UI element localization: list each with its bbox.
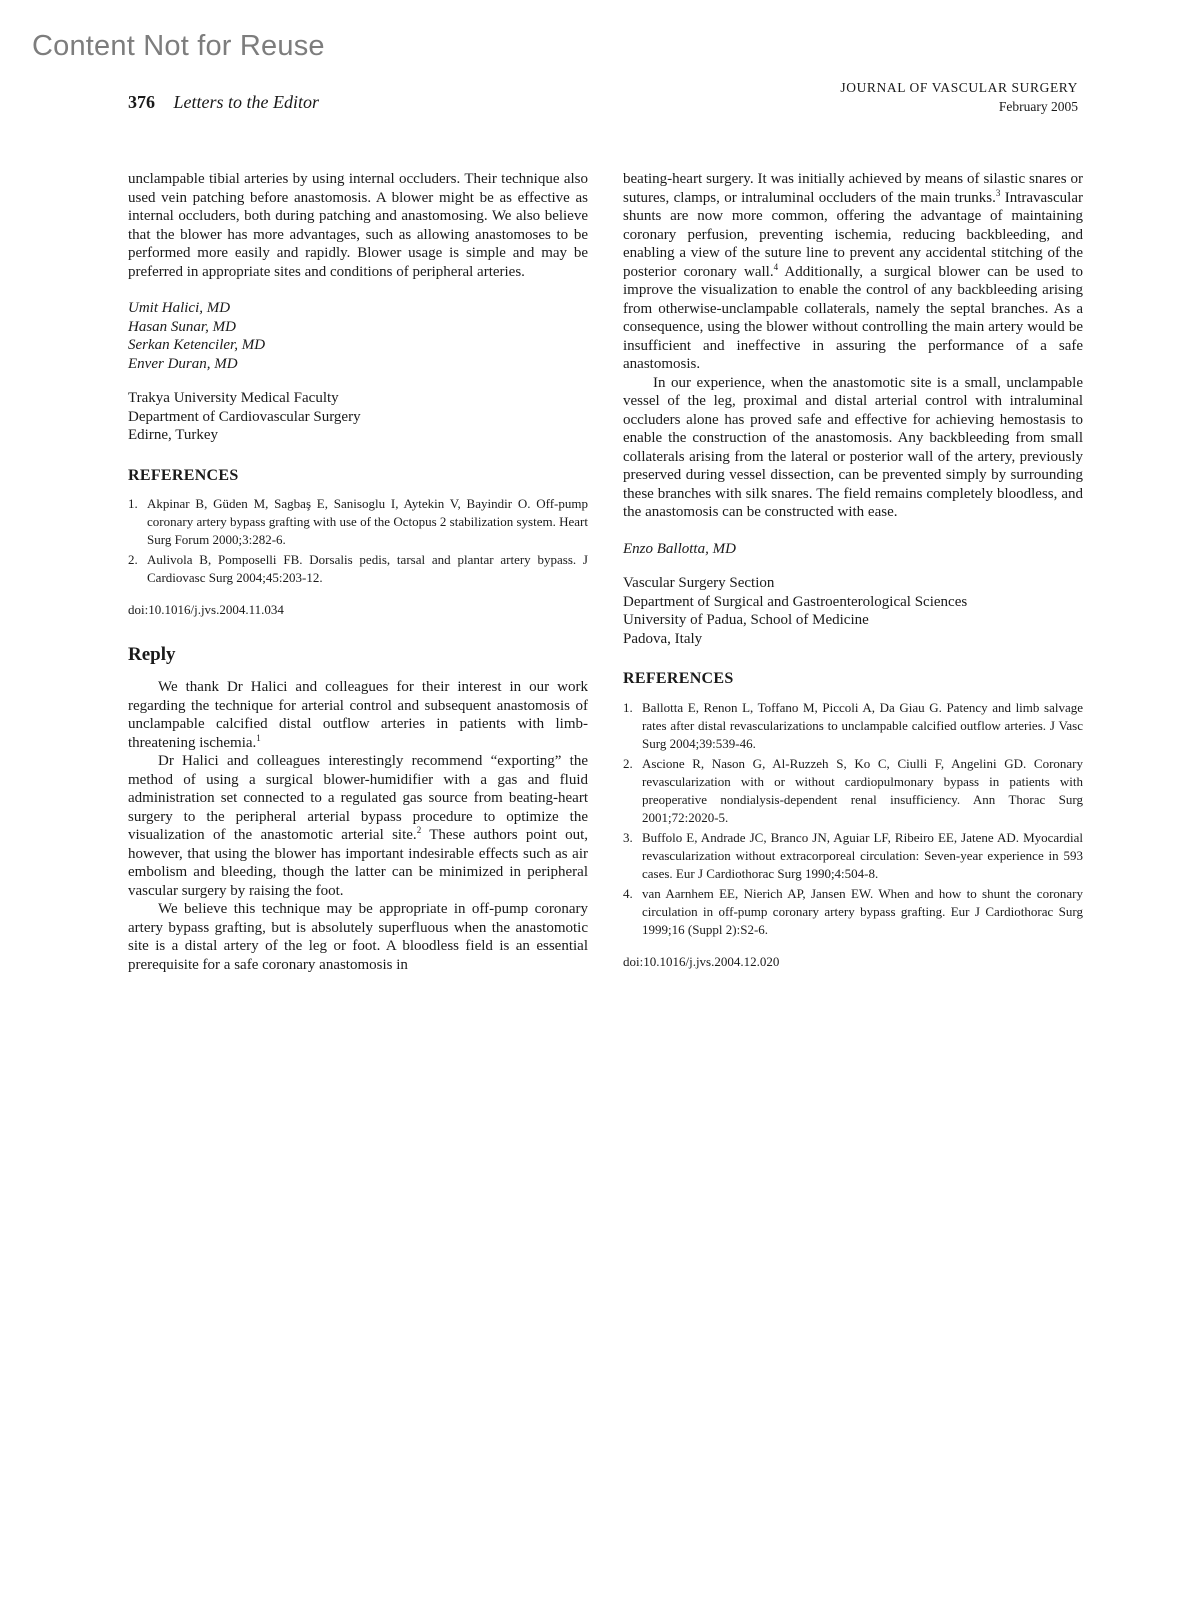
page-number: 376	[128, 92, 155, 112]
doi: doi:10.1016/j.jvs.2004.12.020	[623, 953, 780, 969]
paragraph-text: Additionally, a surgical blower can be used to improve the visualization to enable the control of any backbleeding arising from otherwise-unclampable collaterals, namely the septal branches. As a consequence, using the blower without controlling the main artery would be insufficient and ineffective in assuring the performance of a safe anastomosis.	[623, 263, 1083, 372]
citation-superscript: 3	[995, 187, 1001, 198]
reply-paragraph: In our experience, when the anastomotic site is a small, unclampable vessel of the leg, proximal and distal arterial control with intraluminal occluders alone has proved safe and effective for achieving hemostasis to enable the construction of the anastomosis. Any backbleeding from small collaterals arising from the lateral or posterior wall of the artery, previously preserved during vessel dissection, can be prevented simply by surrounding these branches with silk snares. The field remains completely bloodless, and the anastomosis can be constructed with ease.	[623, 374, 1083, 520]
reference-number: 4.	[623, 885, 633, 901]
references-heading: REFERENCES	[623, 670, 734, 687]
author-name: Hasan Sunar, MD	[128, 318, 236, 335]
affiliation-line: Department of Surgical and Gastroenterological Sciences	[623, 593, 968, 610]
affiliation-line: Padova, Italy	[623, 630, 703, 647]
issue-date: February 2005	[998, 99, 1078, 114]
paragraph-text: Intravascular shunts are now more common, offering the advantage of maintaining coronary perfusion, preventing ischemia, reducing backbleeding, and enabling a view of the suture line to prevent any accidental stitching of the posterior coronary wall.	[623, 189, 1083, 280]
running-head	[128, 78, 1078, 118]
reference-item	[128, 495, 588, 549]
letter-closing-paragraph: unclampable tibial arteries by using internal occluders. Their technique also used vein patching before anastomosis. A blower might be as effective as internal occluders, both during patching and anastomosing. We also believe that the blower has more advantages, such as allowing anastomoses to be performed more easily and rapidly. Blower usage is simple and may be preferred in appropriate sites and conditions of peripheral arteries.	[128, 171, 588, 280]
reference-text: Ballotta E, Renon L, Toffano M, Piccoli A, Da Giau G. Patency and limb salvage rates after distal revascularizations to unclampable calcified outflow arteries. J Vasc Surg 2004;39:539-46.	[642, 699, 1083, 751]
watermark: Content Not for Reuse	[32, 30, 325, 62]
reference-number: 3.	[623, 829, 633, 845]
paragraph-text: Dr Halici and colleagues interestingly recommend “exporting” the method of using a surgical blower-humidifier with a gas and fluid administration set connected to a regulated gas source from beating-heart surgery to the peripheral arterial bypass procedure to optimize the visualization of the anastomotic arterial site.	[128, 753, 588, 843]
affiliation-line: Edirne, Turkey	[128, 427, 218, 443]
paragraph-text: We thank Dr Halici and colleagues for their interest in our work regarding the technique for arterial control and subsequent anastomosis of unclampable calcified distal outflow arteries in patients with limb-threatening ischemia.	[128, 679, 588, 751]
author-name: Umit Halici, MD	[128, 300, 231, 316]
author-name: Serkan Ketenciler, MD	[128, 337, 266, 353]
reply-heading: Reply	[128, 643, 176, 665]
reply-signature: Enzo Ballotta, MD	[623, 540, 736, 557]
letter-authors	[128, 299, 588, 373]
right-column	[623, 170, 1083, 971]
reference-item	[623, 829, 1083, 883]
reference-item	[128, 551, 588, 587]
reply-paragraph	[128, 752, 588, 900]
reference-text: Buffolo E, Andrade JC, Branco JN, Aguiar LF, Ribeiro EE, Jatene AD. Myocardial revascularization without extracorporeal circulation: Seven-year experience in 593 cases. Eur J Cardiothorac Surg 1990;4:504-8.	[642, 829, 1083, 881]
running-head-left	[128, 92, 319, 113]
references-heading: REFERENCES	[128, 466, 239, 484]
reference-number: 2.	[623, 755, 633, 771]
reference-text: Aulivola B, Pomposelli FB. Dorsalis pedis, tarsal and plantar artery bypass. J Cardiovasc Surg 2004;45:203-12.	[147, 552, 588, 585]
affiliation-line: Vascular Surgery Section	[623, 575, 775, 591]
letter-affiliation	[128, 389, 588, 445]
reference-number: 1.	[623, 699, 633, 715]
citation-superscript: 2	[416, 825, 422, 835]
paragraph-text: beating-heart surgery. It was initially achieved by means of silastic snares or sutures, clamps, or intraluminal occluders of the main trunks.	[623, 171, 1083, 206]
reply-affiliation	[623, 574, 1083, 648]
reply-paragraph	[623, 170, 1083, 374]
author-name: Enver Duran, MD	[128, 355, 238, 372]
reference-number: 1.	[128, 496, 138, 511]
reference-item	[623, 885, 1083, 939]
journal-name: JOURNAL OF VASCULAR SURGERY	[840, 80, 1078, 95]
references-list	[623, 699, 1083, 939]
affiliation-line: Department of Cardiovascular Surgery	[128, 408, 361, 425]
citation-superscript: 1	[256, 732, 261, 743]
running-head-right	[840, 78, 1078, 116]
affiliation-line: University of Padua, School of Medicine	[623, 612, 869, 628]
reference-item	[623, 755, 1083, 827]
section-title: Letters to the Editor	[173, 92, 319, 112]
references-list	[128, 495, 588, 587]
reference-number: 2.	[128, 552, 138, 567]
reference-text: van Aarnhem EE, Nierich AP, Jansen EW. When and how to shunt the coronary circulation in off-pump coronary artery bypass grafting. Eur J Cardiothorac Surg 1999;16 (Suppl 2):S2-6.	[642, 885, 1083, 937]
reply-body	[128, 678, 588, 974]
reply-paragraph: We believe this technique may be appropriate in off-pump coronary artery bypass grafting, but is absolutely superfluous when the anastomotic site is a distal artery of the leg or foot. A bloodless field is an essential prerequisite for a safe coronary anastomosis in	[128, 901, 588, 973]
paragraph-text: These authors point out, however, that using the blower has important indesirable effects such as air embolism and bleeding, though the latter can be minimized in peripheral vascular surgery by raising the foot.	[128, 827, 588, 899]
citation-superscript: 4	[773, 261, 779, 272]
reply-paragraph	[128, 678, 588, 752]
left-column	[128, 170, 588, 974]
doi: doi:10.1016/j.jvs.2004.11.034	[128, 602, 284, 617]
reference-text: Ascione R, Nason G, Al-Ruzzeh S, Ko C, Ciulli F, Angelini GD. Coronary revascularization with or without cardiopulmonary bypass in patients with preoperative nondialysis-dependent renal insufficiency. Ann Thorac Surg 2001;72:2020-5.	[642, 755, 1083, 825]
reference-item	[623, 699, 1083, 753]
affiliation-line: Trakya University Medical Faculty	[128, 390, 339, 406]
reference-text: Akpinar B, Güden M, Sagbaş E, Sanisoglu I, Aytekin V, Bayindir O. Off-pump coronary artery bypass grafting with use of the Octopus 2 stabilization system. Heart Surg Forum 2000;3:282-6.	[147, 496, 588, 547]
